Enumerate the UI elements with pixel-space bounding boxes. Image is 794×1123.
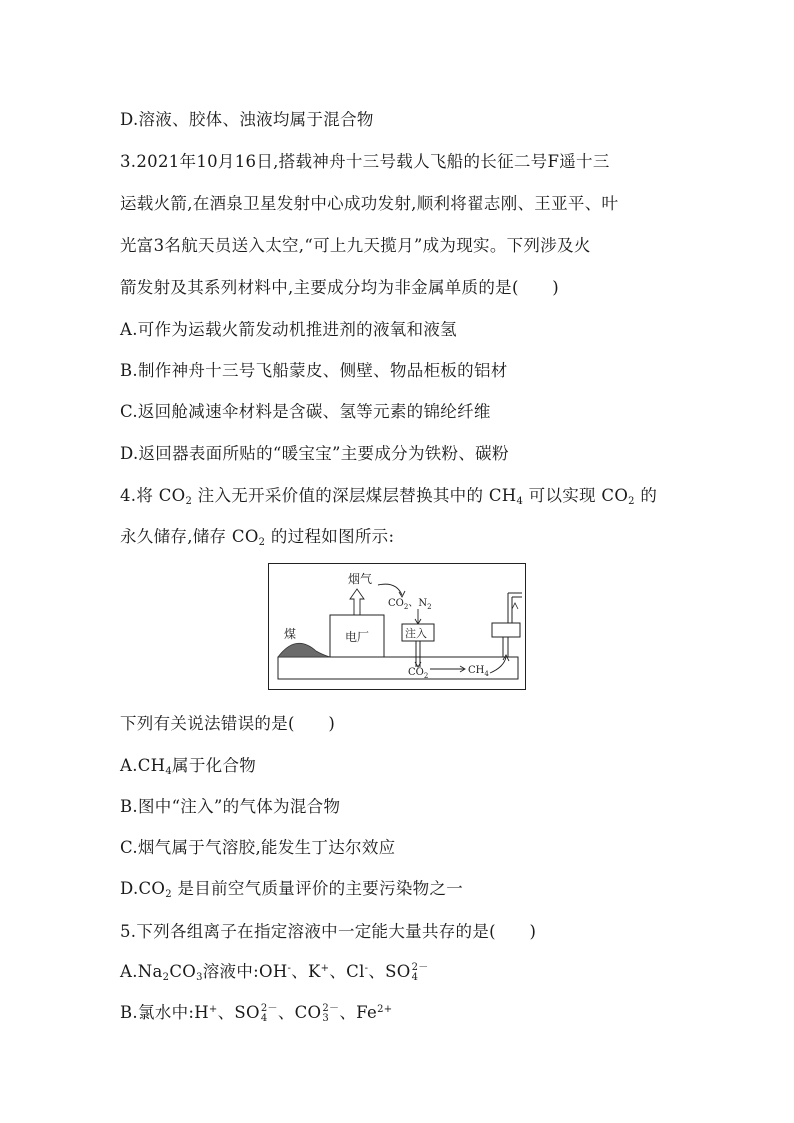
- superscript: +: [320, 963, 330, 974]
- label-co2-bottom: $CO_2$: [408, 667, 429, 680]
- superscript: -: [287, 963, 292, 974]
- label-plant: 电厂: [345, 630, 370, 644]
- ion-subscript: 4: [411, 971, 419, 983]
- q3-stem-line-4: 箭发射及其系列材料中,主要成分均为非金属单质的是( ): [120, 278, 560, 297]
- q5-b-part: 、SO: [217, 1003, 260, 1022]
- q5-a-part: 、Cl: [329, 962, 365, 981]
- label-coal: 煤: [284, 627, 297, 641]
- subscript: 4: [165, 766, 173, 777]
- q5-a-part: 溶液中:OH: [202, 962, 288, 981]
- q4-stem-line-1: [120, 482, 657, 507]
- q4-option-a-pre: A.CH: [120, 756, 166, 775]
- ion-charge: 2－: [322, 1002, 340, 1014]
- co2-storage-diagram: [268, 563, 526, 690]
- q5-b-part: 、CO: [277, 1003, 322, 1022]
- q3-stem-line-1: 3.2021年10月16日,搭载神舟十三号载人飞船的长征二号F遥十三: [120, 152, 610, 171]
- q4-option-b: B.图中“注入”的气体为混合物: [120, 797, 341, 816]
- q5-a-part: 、K: [291, 962, 321, 981]
- superscript: 2+: [377, 1004, 393, 1015]
- label-inject: 注入: [405, 627, 427, 640]
- q5-stem: 5.下列各组离子在指定溶液中一定能大量共存的是( ): [120, 922, 537, 941]
- q2-option-d: D.溶液、胶体、浊液均属于混合物: [120, 110, 374, 129]
- ion-subscript: 4: [260, 1012, 268, 1024]
- q3-option-d: D.返回器表面所贴的“暖宝宝”主要成分为铁粉、碳粉: [120, 444, 509, 463]
- ion-charge: 2－: [260, 1002, 278, 1014]
- q4-option-a: [120, 752, 256, 777]
- label-smoke: 烟气: [348, 572, 373, 586]
- q3-stem-line-2: 运载火箭,在酒泉卫星发射中心成功发射,顺利将翟志刚、王亚平、叶: [120, 194, 619, 213]
- ion-subscript: 3: [322, 1012, 330, 1024]
- diagram-svg: [268, 563, 526, 690]
- q4-stem-line-2: [120, 523, 394, 548]
- subscript: 2: [162, 972, 170, 983]
- q4-stem-part: 永久储存,储存 CO: [120, 527, 259, 546]
- q4-question: 下列有关说法错误的是( ): [120, 714, 336, 733]
- subscript: 2: [628, 496, 635, 507]
- q3-stem-line-3: 光富3名航天员送入太空,“可上九天揽月”成为现实。下列涉及火: [120, 236, 591, 255]
- q4-option-a-post: 属于化合物: [172, 756, 257, 775]
- q4-option-d: [120, 875, 463, 900]
- subscript: 2: [258, 537, 266, 548]
- superscript: -: [364, 963, 369, 974]
- q5-option-b: [120, 999, 392, 1024]
- q4-stem-part: 的: [634, 486, 658, 505]
- ion-charge-stack: [261, 1004, 278, 1024]
- q4-stem-part: 4.将 CO: [120, 486, 186, 505]
- superscript: +: [208, 1004, 218, 1015]
- q3-option-c: C.返回舱减速伞材料是含碳、氢等元素的锦纶纤维: [120, 402, 491, 421]
- subscript: 4: [516, 496, 524, 507]
- q5-b-part: B.氯水中:H: [120, 1003, 209, 1022]
- q4-option-d-pre: D.CO: [120, 879, 166, 898]
- q4-stem-part: 注入无开采价值的深层煤层替换其中的 CH: [192, 486, 517, 505]
- subscript: 2: [185, 496, 193, 507]
- q3-option-b: B.制作神舟十三号飞船蒙皮、侧壁、物品柜板的铝材: [120, 361, 508, 380]
- q5-option-a: [120, 958, 429, 983]
- ion-charge: 2－: [411, 961, 429, 973]
- q5-a-part: 、SO: [368, 962, 411, 981]
- q4-option-c: C.烟气属于气溶胶,能发生丁达尔效应: [120, 838, 396, 857]
- subscript: 3: [196, 972, 203, 983]
- q5-a-part: A.Na: [120, 962, 163, 981]
- q3-option-a: A.可作为运载火箭发动机推进剂的液氧和液氢: [120, 320, 457, 339]
- q4-stem-part: 的过程如图所示:: [265, 527, 395, 546]
- label-co2-n2: $CO_2$、$N_2$: [388, 598, 432, 611]
- extraction-unit: [492, 623, 520, 637]
- ion-charge-stack: [412, 963, 429, 983]
- q5-b-part: 、Fe: [339, 1003, 378, 1022]
- label-ch4: $CH_4$: [468, 665, 489, 678]
- ion-charge-stack: [322, 1004, 339, 1024]
- subscript: 2: [165, 889, 172, 900]
- q5-a-part: CO: [169, 962, 197, 981]
- q4-option-d-post: 是目前空气质量评价的主要污染物之一: [171, 879, 464, 898]
- q4-stem-part: 可以实现 CO: [523, 486, 629, 505]
